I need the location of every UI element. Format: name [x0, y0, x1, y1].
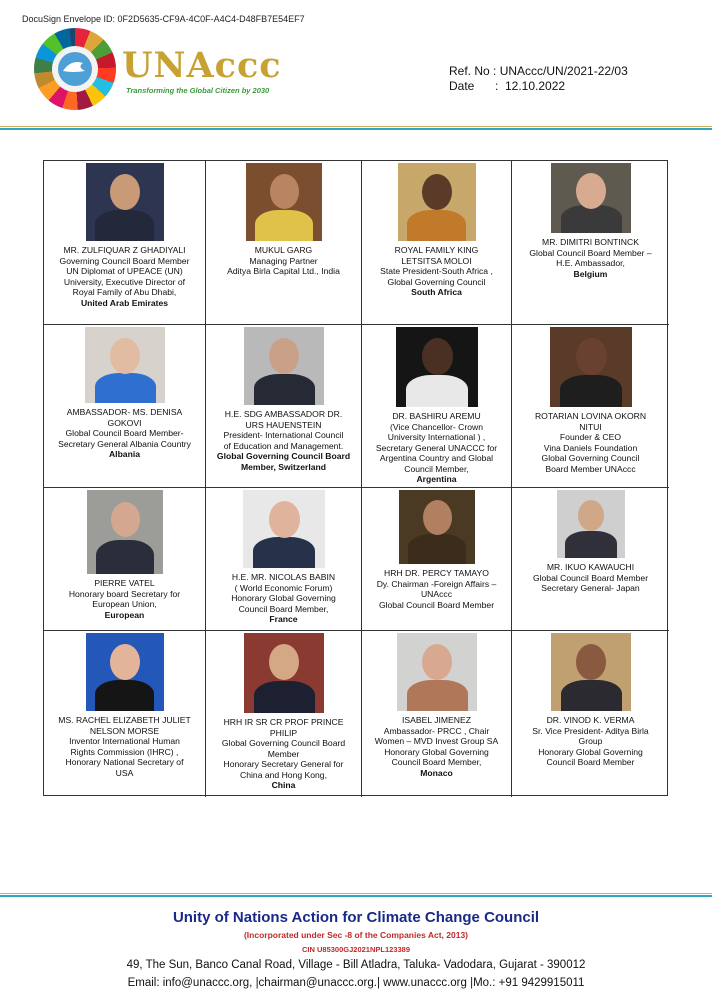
member-caption	[362, 564, 511, 610]
member-title-line: Dy. Chairman -Foreign Affairs –	[376, 578, 497, 589]
member-photo-head	[578, 500, 604, 531]
ref-label: Ref. No :	[449, 64, 497, 78]
member-title-line: Argentina Country and Global	[379, 453, 494, 463]
member-caption	[44, 574, 205, 620]
member-title-line: Member	[267, 748, 300, 759]
sdg-wheel-logo	[34, 28, 116, 110]
member-title-line: Group	[578, 736, 603, 746]
member-title-line: Global Governing Council	[387, 276, 486, 287]
member-name: HRH IR SR CR PROF PRINCE	[223, 717, 344, 727]
member-caption	[206, 405, 361, 472]
member-name: AMBASSADOR- MS. DENISA	[66, 407, 183, 417]
member-caption	[206, 241, 361, 277]
member-title-line: China and Hong Kong,	[240, 769, 327, 780]
member-title-line: NITUI	[579, 421, 602, 432]
member-photo-head	[422, 644, 452, 680]
member-name: DR. VINOD K. VERMA	[546, 715, 635, 725]
member-photo	[551, 633, 631, 711]
member-title-line: Honorary Global Governing	[384, 746, 489, 757]
member-caption	[512, 558, 669, 594]
member-card	[362, 631, 512, 797]
member-title-line: NELSON MORSE	[89, 725, 160, 736]
member-title-line: President- International Council	[223, 430, 344, 440]
member-name: MR. IKUO KAWAUCHI	[546, 562, 635, 572]
member-title-line: Founder & CEO	[559, 432, 622, 442]
member-name: ROYAL FAMILY KING	[394, 245, 479, 255]
member-name: MR. DIMITRI BONTINCK	[542, 237, 639, 247]
member-photo-body	[255, 210, 313, 241]
incorporation-text: (Incorporated under Sec -8 of the Companies Act, 2013)	[243, 930, 469, 940]
member-card	[362, 161, 512, 325]
member-title-line: State President-South Africa ,	[380, 266, 493, 276]
member-title-line: Sr. Vice President- Aditya Birla	[532, 725, 649, 736]
member-photo	[246, 163, 322, 241]
member-photo-head	[422, 338, 453, 375]
member-title-line: Honorary Global Governing	[538, 746, 643, 757]
member-name: MR. ZULFIQUAR Z GHADIYALI	[63, 245, 186, 255]
member-caption	[362, 241, 511, 298]
member-photo-head	[423, 500, 452, 535]
member-title-line: Global Governing Council	[541, 453, 640, 463]
member-photo	[398, 163, 476, 241]
member-title-line: H.E. Ambassador,	[556, 258, 625, 268]
member-photo-body	[253, 537, 315, 568]
member-title-line: Secretary General- Japan	[541, 583, 640, 593]
member-title-line: Inventor International Human	[69, 736, 180, 746]
member-title-line: Royal Family of Abu Dhabi,	[72, 287, 177, 297]
member-card	[512, 325, 669, 488]
footer-divider	[0, 893, 712, 897]
member-country: France	[269, 614, 298, 624]
member-country: South Africa	[411, 287, 462, 297]
member-photo-body	[95, 210, 154, 241]
member-name: H.E. MR. NICOLAS BABIN	[231, 572, 336, 582]
member-photo-body	[565, 531, 617, 558]
member-title-line: PHILIP	[269, 727, 298, 738]
member-title-line: USA	[115, 767, 134, 778]
member-photo-body	[95, 373, 156, 403]
member-title-line: GOKOVI	[107, 417, 142, 428]
member-title-line: LETSITSA MOLOI	[401, 255, 472, 266]
member-photo	[243, 490, 325, 568]
member-title-line: Council Board Member,	[391, 757, 482, 767]
member-title-line: Global Council Board Member	[532, 572, 649, 583]
member-photo	[399, 490, 475, 564]
member-photo-body	[406, 375, 468, 407]
member-title-line: Council Board Member,	[238, 603, 329, 614]
member-title-line: Honorary board Secretary for	[68, 588, 181, 599]
member-card	[206, 161, 362, 325]
member-country: United Arab Emirates	[80, 297, 169, 308]
member-grid	[43, 160, 668, 796]
member-card	[512, 488, 669, 631]
member-photo-head	[422, 174, 452, 210]
member-title-line: Council Member,	[404, 463, 469, 474]
member-card	[44, 325, 206, 488]
contact-details: Email: info@unaccc.org, |chairman@unaccc.org.| www.unaccc.org |Mo.: +91 9429915011	[127, 977, 585, 989]
member-title-line: European Union,	[92, 599, 157, 609]
member-card	[44, 631, 206, 797]
date-value: 12.10.2022	[505, 79, 566, 93]
member-card	[44, 161, 206, 325]
member-photo-body	[561, 205, 622, 233]
member-photo-body	[407, 680, 468, 711]
member-title-line: Global Council Board Member –	[529, 247, 652, 258]
member-photo	[86, 633, 164, 711]
member-title-line: Honorary Global Governing	[231, 593, 336, 603]
member-title-line: Secretary General UNACCC for	[375, 442, 498, 453]
member-card	[362, 488, 512, 631]
member-caption	[44, 711, 205, 778]
member-photo-body	[254, 374, 315, 405]
member-name: MS. RACHEL ELIZABETH JULIET	[58, 715, 191, 725]
member-name: H.E. SDG AMBASSADOR DR.	[224, 409, 343, 419]
member-country: Belgium	[573, 268, 608, 279]
member-name: ROTARIAN LOVINA OKORN	[534, 411, 647, 421]
member-photo	[244, 327, 324, 405]
member-country: Global Governing Council Board Member, Switzerland	[216, 451, 351, 472]
member-country: Argentina	[416, 474, 457, 484]
cin-number: CIN U85300GJ2021NPL123389	[302, 945, 410, 954]
member-title-line: Honorary National Secretary of	[65, 757, 184, 767]
incorporation-note	[0, 930, 712, 940]
member-photo-head	[576, 173, 606, 209]
member-title-line: University International ) ,	[387, 432, 486, 442]
member-photo	[397, 633, 477, 711]
ref-number: UNAccc/UN/2021-22/03	[499, 64, 628, 78]
member-caption	[206, 713, 361, 791]
date-label: Date	[449, 79, 475, 93]
member-photo-head	[110, 338, 140, 374]
member-photo-head	[270, 174, 299, 209]
reference-block	[449, 64, 628, 94]
member-caption	[44, 241, 205, 308]
member-photo-head	[269, 501, 300, 538]
member-name: DR. BASHIRU AREMU	[392, 411, 481, 421]
member-caption	[512, 233, 669, 279]
member-title-line: Women – MVD Invest Group SA	[374, 736, 499, 746]
member-title-line: (Vice Chancellor- Crown	[390, 421, 483, 432]
member-title-line: URS HAUENSTEIN	[245, 419, 322, 430]
member-title-line: Vina Daniels Foundation	[543, 442, 638, 453]
member-photo-head	[576, 644, 606, 680]
brand-tagline: Transforming the Global Citizen by 2030	[126, 86, 270, 95]
member-title-line: Ambassador- PRCC , Chair	[383, 725, 490, 736]
member-title-line: Aditya Birla Capital Ltd., India	[227, 266, 340, 276]
organization-name: Unity of Nations Action for Climate Change Council	[172, 909, 540, 926]
member-photo-head	[110, 644, 140, 680]
member-name: PIERRE VATEL	[94, 578, 155, 588]
member-photo-body	[408, 534, 466, 564]
brand-name: UNAccc	[122, 45, 282, 86]
docusign-envelope-id: DocuSign Envelope ID: 0F2D5635-CF9A-4C0F-A4C4-D48FB7E54EF7	[22, 14, 305, 24]
member-title-line: Board Member UNAccc	[545, 463, 636, 474]
member-country: Albania	[108, 449, 141, 459]
member-photo-body	[96, 540, 154, 574]
member-photo	[396, 327, 478, 407]
member-country: China	[271, 780, 296, 790]
member-photo-head	[576, 338, 607, 375]
member-photo-body	[254, 681, 315, 713]
member-card	[44, 488, 206, 631]
member-photo-head	[269, 338, 299, 374]
address: 49, The Sun, Banco Canal Road, Village - Bill Atladra, Taluka- Vadodara, Gujarat - 390012	[126, 959, 586, 971]
member-photo	[244, 633, 324, 713]
member-title-line: Council Board Member	[546, 757, 635, 767]
member-country: European	[104, 609, 145, 620]
member-photo-head	[111, 502, 140, 537]
member-photo	[85, 327, 165, 403]
member-title-line: Rights Commission (IHRC) ,	[70, 746, 179, 757]
member-title-line: ( World Economic Forum)	[234, 582, 333, 593]
dove-globe-icon	[52, 46, 98, 92]
member-photo	[550, 327, 632, 407]
member-title-line: Secretary General Albania Country	[58, 438, 191, 449]
member-title-line: of Education and Management.	[223, 440, 344, 451]
member-country: Monaco	[420, 767, 453, 778]
member-caption	[44, 403, 205, 460]
member-caption	[362, 711, 511, 778]
member-title-line: Global Council Board Member-	[65, 428, 184, 438]
header-divider	[0, 126, 712, 130]
member-photo-head	[110, 174, 140, 210]
member-photo	[557, 490, 625, 558]
member-card	[362, 325, 512, 488]
member-photo-body	[561, 680, 622, 711]
member-title-line: University, Executive Director of	[63, 276, 186, 287]
member-title-line: UN Diplomat of UPEACE (UN)	[66, 266, 183, 276]
member-title-line: Governing Council Board Member	[59, 255, 190, 266]
member-card	[206, 325, 362, 488]
member-photo	[87, 490, 163, 574]
member-photo-head	[269, 644, 299, 680]
member-card	[512, 631, 669, 797]
member-photo	[551, 163, 631, 233]
member-title-line: UNAccc	[420, 589, 453, 599]
member-name: MUKUL GARG	[254, 245, 313, 255]
member-name: ISABEL JIMENEZ	[402, 715, 471, 725]
member-title-line: Global Council Board Member	[378, 599, 495, 610]
member-caption	[362, 407, 511, 485]
member-photo-body	[407, 210, 466, 241]
member-title-line: Managing Partner	[249, 255, 318, 266]
member-name: HRH DR. PERCY TAMAYO	[384, 568, 489, 578]
member-photo	[86, 163, 164, 241]
member-photo-body	[95, 680, 154, 711]
member-caption	[206, 568, 361, 625]
member-title-line: Global Governing Council Board	[221, 738, 346, 748]
member-caption	[512, 407, 669, 474]
member-card	[206, 631, 362, 797]
date-separator: :	[495, 79, 499, 93]
member-title-line: Honorary Secretary General for	[223, 759, 344, 769]
member-card	[206, 488, 362, 631]
member-photo-body	[560, 375, 622, 407]
member-card	[512, 161, 669, 325]
member-caption	[512, 711, 669, 768]
